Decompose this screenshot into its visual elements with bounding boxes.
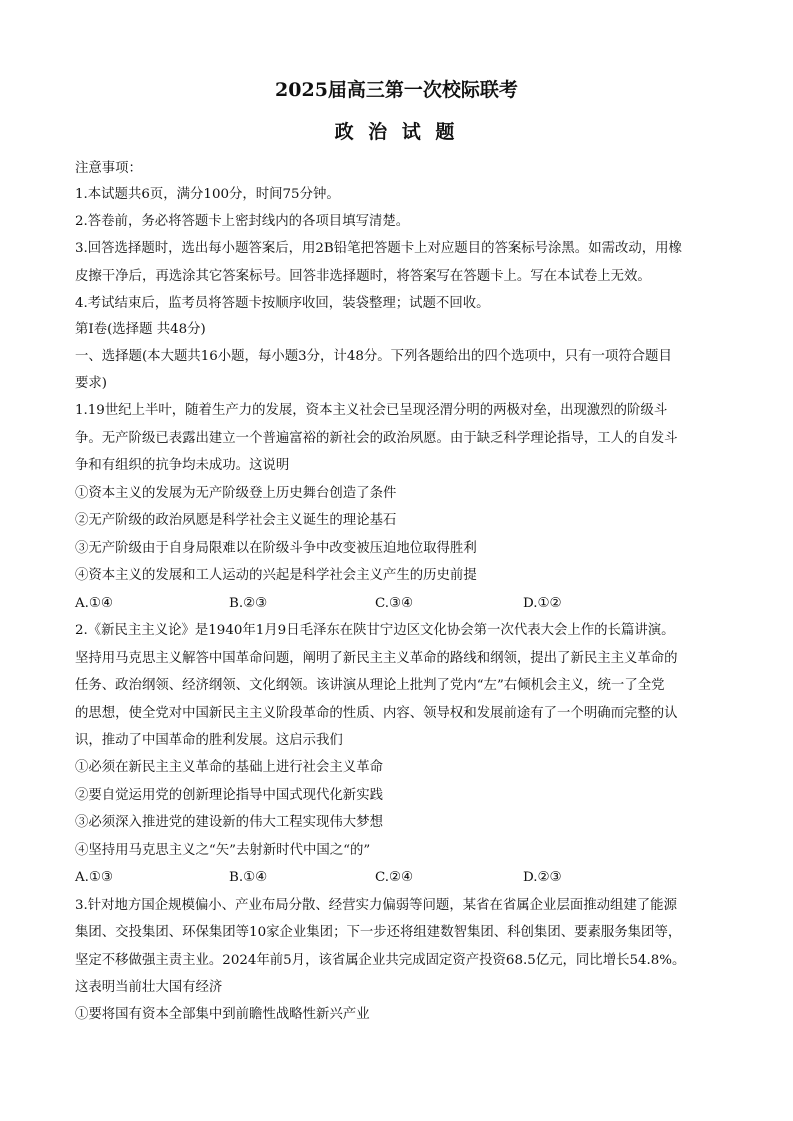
notice-item: 皮擦干净后，再选涂其它答案标号。回答非选择题时，将答案写在答题卡上。写在本试卷上无效。 bbox=[75, 269, 651, 284]
q1-statement: ②无产阶级的政治夙愿是科学社会主义诞生的理论基石 bbox=[75, 513, 397, 528]
q1-option-c: C.③④ bbox=[375, 596, 414, 611]
q3-stem: 3.针对地方国企规模偏小、产业布局分散、经营实力偏弱等问题，某省在省属企业层面推动组建了能源 bbox=[75, 898, 677, 913]
q3-stem: 坚定不移做强主责主业。2024年前5月，该省属企业共完成固定资产投资68.5亿元，同比增长54.8%。 bbox=[75, 953, 686, 968]
q1-stem: 争。无产阶级已表露出建立一个普遍富裕的新社会的政治夙愿。由于缺乏科学理论指导，工人的自发斗 bbox=[75, 431, 678, 446]
q2-statement: ③必须深入推进党的建设新的伟大工程实现伟大梦想 bbox=[75, 815, 383, 830]
q2-stem: 任务、政治纲领、经济纲领、文化纲领。该讲演从理论上批判了党内“左”右倾机会主义，统一了全党 bbox=[75, 678, 665, 693]
q3-stem: 这表明当前壮大国有经济 bbox=[75, 980, 223, 995]
q1-options bbox=[75, 595, 720, 613]
notice-item: 2.答卷前，务必将答题卡上密封线内的各项目填写清楚。 bbox=[75, 214, 410, 229]
q1-option-d: D.①② bbox=[523, 596, 562, 611]
q2-option-b: B.①④ bbox=[229, 870, 268, 885]
q3-stem: 集团、交投集团、环保集团等10家企业集团；下一步还将组建数智集团、科创集团、要素服务集团等， bbox=[75, 925, 682, 940]
notice-item: 3.回答选择题时，选出每小题答案后，用2B铅笔把答题卡上对应题目的答案标号涂黑。如需改动，用橡 bbox=[75, 241, 682, 256]
part-heading: 第Ⅰ卷(选择题 共48分) bbox=[75, 322, 206, 337]
notice-heading: 注意事项： bbox=[75, 161, 142, 176]
q1-statement: ①资本主义的发展为无产阶级登上历史舞台创造了条件 bbox=[75, 486, 397, 501]
q2-statement: ④坚持用马克思主义之“矢”去射新时代中国之“的” bbox=[75, 843, 371, 858]
section-heading: 一、选择题(本大题共16小题，每小题3分，计48分。下列各题给出的四个选项中，只有一项符合题目 bbox=[75, 349, 672, 364]
q2-option-d: D.②③ bbox=[523, 870, 562, 885]
notice-item: 1.本试题共6页，满分100分，时间75分钟。 bbox=[75, 187, 340, 202]
q2-statement: ②要自觉运用党的创新理论指导中国式现代化新实践 bbox=[75, 788, 383, 803]
q1-statement: ③无产阶级由于自身局限难以在阶级斗争中改变被压迫地位取得胜利 bbox=[75, 541, 477, 556]
q2-stem: 识，推动了中国革命的胜利发展。这启示我们 bbox=[75, 733, 343, 748]
q2-option-a: A.①③ bbox=[75, 870, 113, 885]
q1-stem: 争和有组织的抗争均未成功。这说明 bbox=[75, 458, 290, 473]
q2-stem: 的思想，使全党对中国新民主主义阶段革命的性质、内容、领导权和发展前途有了一个明确而完整的认 bbox=[75, 706, 678, 721]
q2-options bbox=[75, 869, 720, 887]
subject-title: 政 治 试 题 bbox=[334, 121, 459, 143]
q3-statement: ①要将国有资本全部集中到前瞻性战略性新兴产业 bbox=[75, 1007, 370, 1022]
q2-stem: 坚持用马克思主义解答中国革命问题，阐明了新民主主义革命的路线和纲领，提出了新民主主义革命的 bbox=[75, 651, 678, 666]
q1-stem: 1.19世纪上半叶，随着生产力的发展，资本主义社会已呈现泾渭分明的两极对垒，出现激烈的阶级斗 bbox=[75, 403, 668, 418]
q1-option-a: A.①④ bbox=[75, 596, 113, 611]
q2-stem: 2.《新民主主义论》是1940年1月9日毛泽东在陕甘宁边区文化协会第一次代表大会上作的长篇讲演。 bbox=[75, 623, 675, 638]
q2-option-c: C.②④ bbox=[375, 870, 414, 885]
exam-title: 2025届高三第一次校际联考 bbox=[275, 79, 518, 101]
section-heading-cont: 要求) bbox=[75, 376, 108, 391]
q2-statement: ①必须在新民主主义革命的基础上进行社会主义革命 bbox=[75, 760, 383, 775]
notice-item: 4.考试结束后，监考员将答题卡按顺序收回，装袋整理；试题不回收。 bbox=[75, 296, 490, 311]
q1-statement: ④资本主义的发展和工人运动的兴起是科学社会主义产生的历史前提 bbox=[75, 568, 477, 583]
q1-option-b: B.②③ bbox=[229, 596, 268, 611]
